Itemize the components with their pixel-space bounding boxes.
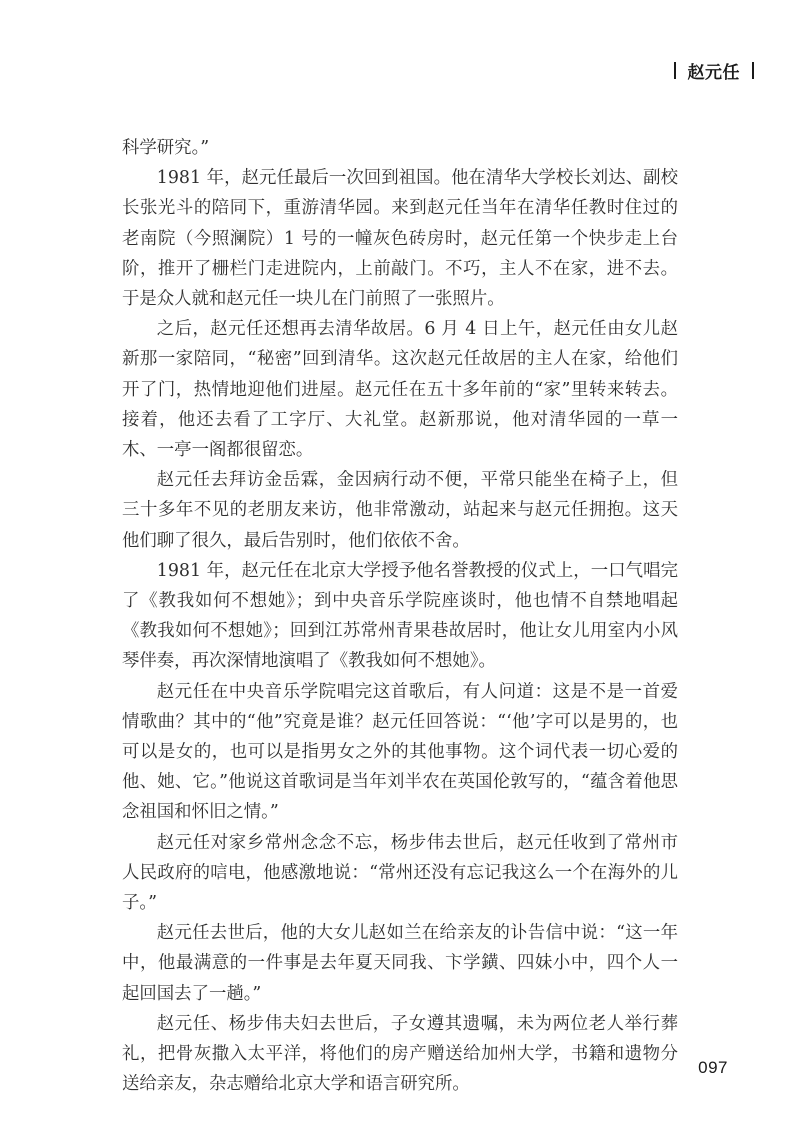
paragraph: 赵元任、杨步伟夫妇去世后，子女遵其遗嘱，未为两位老人举行葬礼，把骨灰撒入太平洋，将他们的房产赠送给加州大学，书籍和遗物分送给亲友，杂志赠给北京大学和语言研究所。 [122, 1013, 678, 1095]
paragraph: 之后，赵元任还想再去清华故居。6 月 4 日上午，赵元任由女儿赵新那一家陪同，“秘密”回到清华。这次赵元任故居的主人在家，给他们开了门，热情地迎他们进屋。赵元任在五十多年前的“家”里转来转去。接着，他还去看了工字厅、大礼堂。赵新那说，他对清华园的一草一木、一亭一阁都很留恋。 [122, 319, 678, 461]
running-header [674, 58, 755, 83]
chapter-title: 赵元任 [687, 63, 740, 83]
body-text [122, 133, 678, 1100]
paragraph: 赵元任在中央音乐学院唱完这首歌后，有人问道：这是不是一首爱情歌曲？其中的“他”究竟是谁？赵元任回答说：“‘他’字可以是男的，也可以是女的，也可以是指男女之外的其他事物。这个词代表一切心爱的他、她、它。”他说这首歌词是当年刘半农在英国伦敦写的，“蕴含着他思念祖国和怀旧之情。” [122, 681, 678, 823]
header-right-bar [752, 62, 754, 79]
paragraph: 赵元任对家乡常州念念不忘，杨步伟去世后，赵元任收到了常州市人民政府的唁电，他感激地说：“常州还没有忘记我这么一个在海外的儿子。” [122, 832, 678, 914]
paragraph: 赵元任去拜访金岳霖，金因病行动不便，平常只能坐在椅子上，但三十多年不见的老朋友来访，他非常激动，站起来与赵元任拥抱。这天他们聊了很久，最后告别时，他们依依不舍。 [122, 470, 678, 551]
paragraph-continuation: 科学研究。” [122, 138, 210, 158]
header-left-bar [674, 62, 676, 79]
paragraph: 1981 年，赵元任在北京大学授予他名誉教授的仪式上，一口气唱完了《教我如何不想她》；到中央音乐学院座谈时，他也情不自禁地唱起《教我如何不想她》；回到江苏常州青果巷故居时，他让女儿用室内小风琴伴奏，再次深情地演唱了《教我如何不想她》。 [122, 560, 678, 672]
paragraph: 1981 年，赵元任最后一次回到祖国。他在清华大学校长刘达、副校长张光斗的陪同下，重游清华园。来到赵元任当年在清华任教时住过的老南院（今照澜院）1 号的一幢灰色砖房时，赵元任第一个快步走上台阶，推开了栅栏门走进院内，上前敲门。不巧，主人不在家，进不去。于是众人就和赵元任一块儿在门前照了一张照片。 [122, 168, 678, 310]
page-number: 097 [698, 1058, 728, 1077]
paragraph: 赵元任去世后，他的大女儿赵如兰在给亲友的讣告信中说：“这一年中，他最满意的一件事是去年夏天同我、卞学鐄、四妹小中，四个人一起回国去了一趟。” [122, 923, 678, 1004]
